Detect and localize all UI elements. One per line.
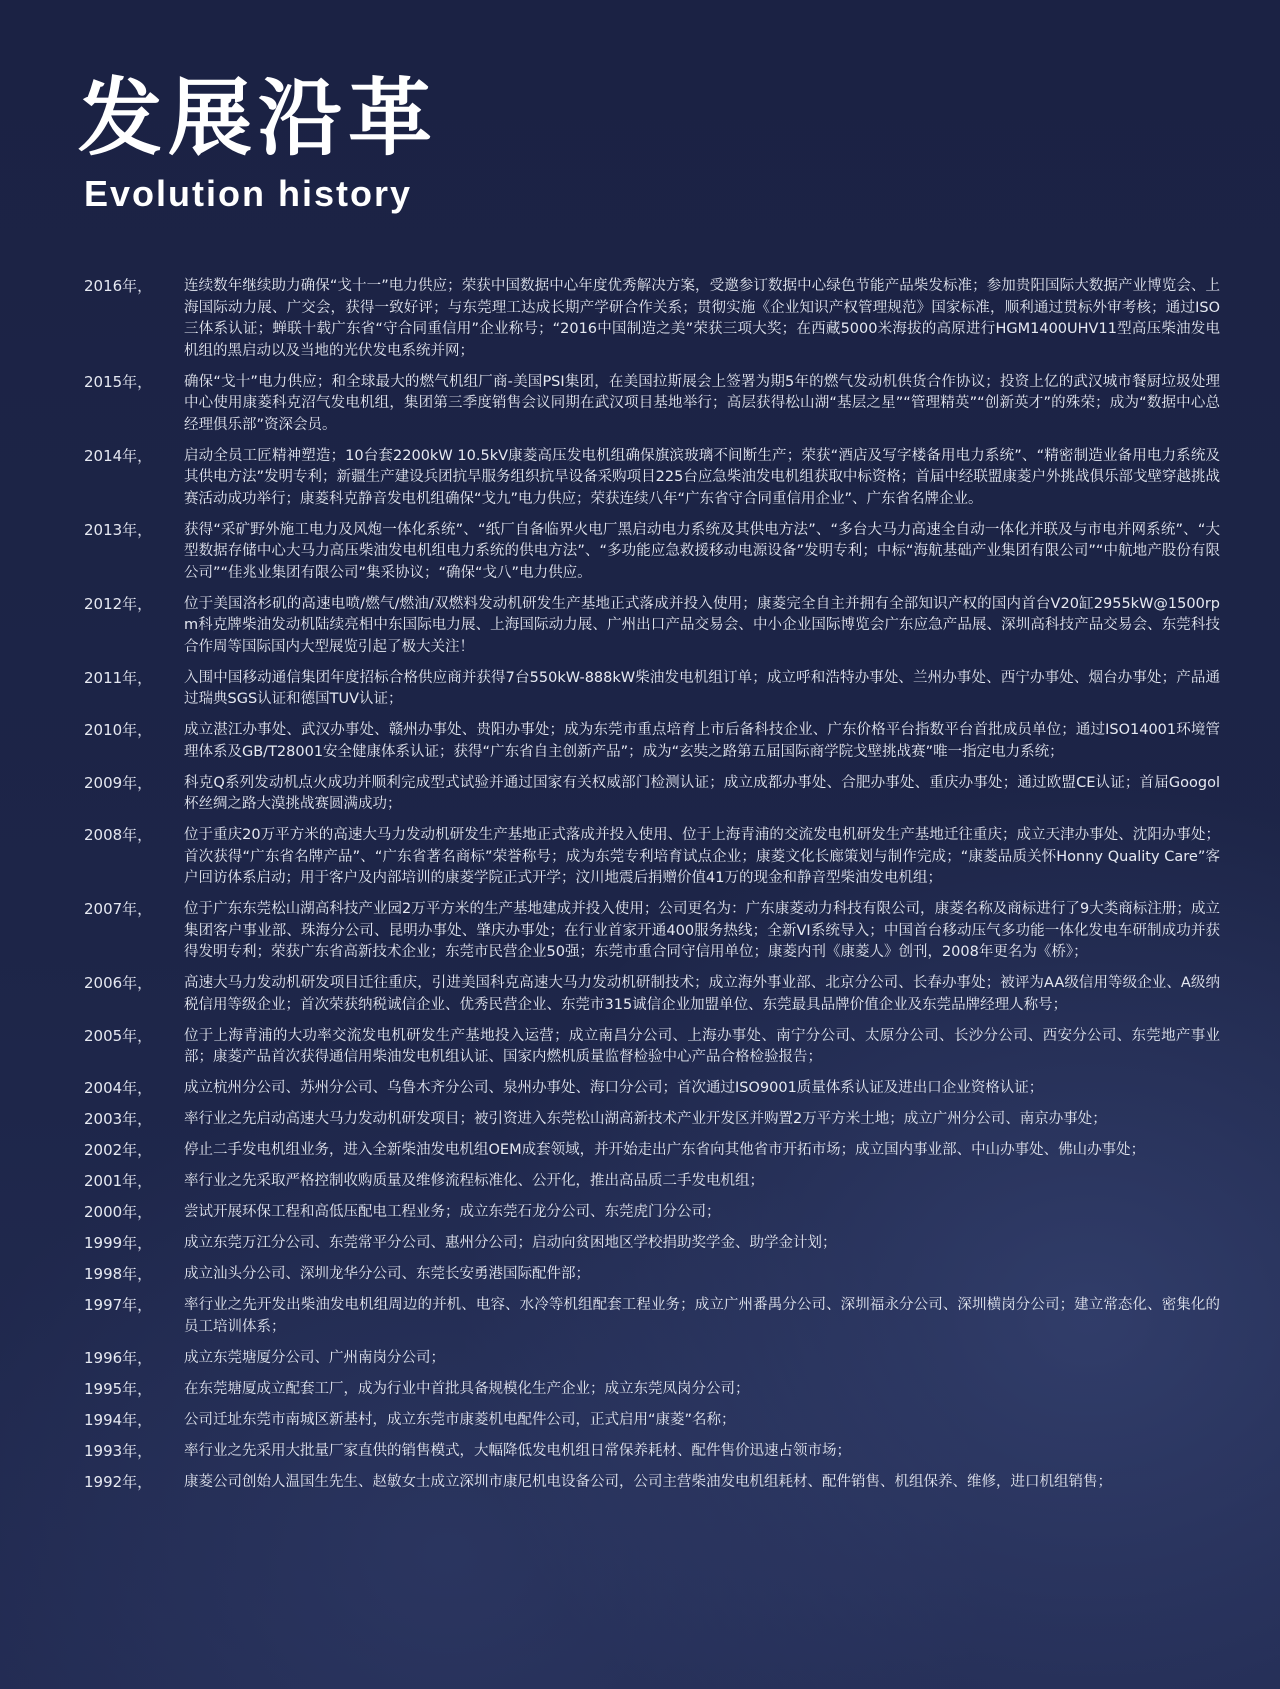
timeline-year: 2016年， [84, 277, 153, 295]
timeline-year: 2007年， [84, 900, 153, 918]
timeline-entry [84, 1379, 1220, 1401]
timeline-year: 2014年， [84, 446, 153, 465]
timeline-description: 成立汕头分公司、深圳龙华分公司、东莞长安勇港国际配件部； [184, 1266, 590, 1282]
timeline-description: 停止二手发电机组业务，进入全新柴油发电机组OEM成套领域，并开始走出广东省向其他省市开拓市场；成立国内事业部、中山办事处、佛山办事处； [184, 1142, 1146, 1158]
timeline-entry [84, 1410, 1220, 1432]
timeline-description: 科克Q系列发动机点火成功并顺利完成型式试验并通过国家有关权威部门检测认证；成立成都办事处、合肥办事处、重庆办事处；通过欧盟CE认证；首届Googol杯丝绸之路大漠挑战赛圆满成功； [184, 774, 1220, 812]
timeline-description: 率行业之先启动高速大马力发动机研发项目；被引资进入东莞松山湖高新技术产业开发区并购置2万平方米土地；成立广州分公司、南京办事处； [184, 1111, 1107, 1127]
timeline-description: 高速大马力发动机研发项目迁往重庆，引进美国科克高速大马力发动机研制技术；成立海外事业部、北京分公司、长春办事处；被评为AA级信用等级企业、A级纳税信用等级企业；首次荣获纳税诚信企业、优秀民营企业、东莞市315诚信企业加盟单位、东莞最具品牌价值企业及东莞品牌经理人称号； [184, 975, 1220, 1013]
timeline-description: 启动全员工匠精神塑造；10台套2200kW 10.5kV康菱高压发电机组确保旗滨玻璃不间断生产；荣获“酒店及写字楼备用电力系统”、“精密制造业备用电力系统及其供电方法”发明专利；新疆生产建设兵团抗旱服务组织抗旱设备采购项目225台应急柴油发电机组获取中标资格；首届中经联盟康菱户外挑战俱乐部戈壁穿越挑战赛活动成功举行；康菱科克静音发电机组确保“戈九”电力供应；荣获连续八年“广东省守合同重信用企业”、广东省名牌企业。 [184, 447, 1220, 507]
timeline-entry [84, 1348, 1220, 1370]
timeline-entry [84, 1026, 1220, 1069]
timeline-entry [84, 1109, 1220, 1131]
timeline-description: 成立东莞塘厦分公司、广州南岗分公司； [184, 1349, 445, 1366]
timeline-year: 2001年， [84, 1172, 153, 1190]
timeline-description: 成立湛江办事处、武汉办事处、赣州办事处、贵阳办事处；成为东莞市重点培育上市后备科技企业、广东价格平台指数平台首批成员单位；通过ISO14001环境管理体系及GB/T28001安全健康体系认证；获得“广东省自主创新产品”；成为“玄奘之路第五届国际商学院戈壁挑战赛”唯一指定电力系统； [184, 722, 1220, 760]
timeline-entry [84, 1441, 1220, 1463]
timeline-entry [84, 372, 1220, 437]
timeline-description: 获得“采矿野外施工电力及风炮一体化系统”、“纸厂自备临界火电厂黑启动电力系统及其供电方法”、“多台大马力高速全自动一体化并联及与市电并网系统”、“大型数据存储中心大马力高压柴油发电机组电力系统的供电方法”、“多功能应急救援移动电源设备”发明专利；中标“海航基础产业集团有限公司”“中航地产股份有限公司”“佳兆业集团有限公司”集采协议；“确保“戈八”电力供应。 [184, 521, 1220, 581]
timeline-description: 康菱公司创始人温国生先生、赵敏女士成立深圳市康尼机电设备公司，公司主营柴油发电机组耗材、配件销售、机组保养、维修，进口机组销售； [184, 1473, 1112, 1490]
timeline-description: 率行业之先开发出柴油发电机组周边的并机、电容、水冷等机组配套工程业务；成立广州番禺分公司、深圳福永分公司、深圳横岗分公司；建立常态化、密集化的员工培训体系； [184, 1297, 1220, 1335]
timeline-entry [84, 1140, 1220, 1162]
timeline-year: 1997年， [84, 1296, 153, 1314]
timeline-description: 在东莞塘厦成立配套工厂，成为行业中首批具备规模化生产企业；成立东莞凤岗分公司； [184, 1380, 750, 1397]
timeline-entry [84, 276, 1220, 362]
timeline-description: 成立杭州分公司、苏州分公司、乌鲁木齐分公司、泉州办事处、海口分公司；首次通过ISO9001质量体系认证及进出口企业资格认证； [184, 1080, 1044, 1096]
timeline-entry [84, 520, 1220, 585]
timeline-description: 确保“戈十”电力供应；和全球最大的燃气机组厂商-美国PSI集团，在美国拉斯展会上签署为期5年的燃气发动机供货合作协议；投资上亿的武汉城市餐厨垃圾处理中心使用康菱科克沼气发电机组，集团第三季度销售会议同期在武汉项目基地举行；高层获得松山湖“基层之星”“管理精英”“创新英才”的殊荣；成为“数据中心总经理俱乐部”资深会员。 [184, 373, 1220, 433]
timeline-entry [84, 825, 1220, 890]
timeline-description: 入围中国移动通信集团年度招标合格供应商并获得7台550kW-888kW柴油发电机组订单；成立呼和浩特办事处、兰州办事处、西宁办事处、烟台办事处；产品通过瑞典SGS认证和德国TUV认证； [184, 669, 1220, 707]
timeline-year: 2005年， [84, 1026, 153, 1045]
timeline-description: 成立东莞万江分公司、东莞常平分公司、惠州分公司；启动向贫困地区学校捐助奖学金、助学金计划； [184, 1235, 837, 1251]
timeline-year: 2002年， [84, 1141, 153, 1159]
timeline-description: 公司迁址东莞市南城区新基村，成立东莞市康菱机电配件公司，正式启用“康菱”名称； [184, 1411, 736, 1428]
timeline-entry [84, 1078, 1220, 1100]
timeline-year: 2000年， [84, 1203, 153, 1221]
timeline-entry [84, 899, 1220, 964]
timeline-year: 2015年， [84, 372, 153, 391]
timeline-year: 1993年， [84, 1441, 153, 1460]
timeline-entry [84, 1264, 1220, 1286]
page-subtitle: Evolution history [84, 173, 413, 214]
timeline-entry [84, 1171, 1220, 1193]
timeline-year: 1992年， [84, 1472, 153, 1491]
timeline-year: 2011年， [84, 668, 153, 687]
timeline-entry [84, 773, 1220, 816]
timeline-description: 位于广东东莞松山湖高科技产业园2万平方米的生产基地建成并投入使用；公司更名为：广东康菱动力科技有限公司，康菱名称及商标进行了9大类商标注册；成立集团客户事业部、珠海分公司、昆明办事处、肇庆办事处；在行业首家开通400服务热线；全新VI系统导入；中国首台移动压气多功能一体化发电车研制成功并获得发明专利；荣获广东省高新技术企业；东莞市民营企业50强；东莞市重合同守信用单位；康菱内刊《康菱人》创刊，2008年更名为《桥》； [184, 901, 1220, 960]
timeline-year: 2013年， [84, 520, 153, 539]
timeline-description: 位于重庆20万平方米的高速大马力发动机研发生产基地正式落成并投入使用、位于上海青浦的交流发电机研发生产基地迁往重庆；成立天津办事处、沈阳办事处；首次获得“广东省名牌产品”、“广东省著名商标”荣誉称号；成为东莞专利培育试点企业；康菱文化长廊策划与制作完成；“康菱品质关怀Honny Quality Care”客户回访体系启动；用于客户及内部培训的康菱学院正式开学；汶川地震后捐赠价值41万的现金和静音型柴油发电机组； [184, 827, 1220, 886]
page-title: 发展沿革 [78, 69, 439, 167]
timeline-year: 2009年， [84, 773, 153, 792]
timeline-year: 2010年， [84, 721, 153, 739]
timeline-year: 1998年， [84, 1265, 153, 1283]
timeline-description: 位于上海青浦的大功率交流发电机研发生产基地投入运营；成立南昌分公司、上海办事处、南宁分公司、太原分公司、长沙分公司、西安分公司、东莞地产事业部；康菱产品首次获得通信用柴油发电机组认证、国家内燃机质量监督检验中心产品合格检验报告； [184, 1027, 1220, 1065]
timeline-year: 1994年， [84, 1410, 153, 1429]
timeline-description: 率行业之先采用大批量厂家直供的销售模式，大幅降低发电机组日常保养耗材、配件售价迅速占领市场； [184, 1442, 851, 1459]
timeline-entry [84, 594, 1220, 659]
timeline-year: 2006年， [84, 974, 153, 992]
timeline-description: 位于美国洛杉矶的高速电喷/燃气/燃油/双燃料发动机研发生产基地正式落成并投入使用；康菱完全自主并拥有全部知识产权的国内首台V20缸2955kW@1500rpm科克牌柴油发动机陆续亮相中东国际电力展、上海国际动力展、广州出口产品交易会、中小企业国际博览会广东应急产品展、深圳高科技产品交易会、东莞科技合作周等国际国内大型展览引起了极大关注！ [184, 595, 1220, 655]
timeline-year: 1999年， [84, 1234, 153, 1252]
timeline-list [84, 276, 1220, 1503]
timeline-entry [84, 446, 1220, 511]
timeline-description: 尝试开展环保工程和高低压配电工程业务；成立东莞石龙分公司、东莞虎门分公司； [184, 1204, 721, 1220]
timeline-year: 1996年， [84, 1348, 153, 1367]
timeline-entry [84, 1202, 1220, 1224]
timeline-year: 2004年， [84, 1079, 153, 1097]
timeline-year: 1995年， [84, 1379, 153, 1398]
timeline-entry [84, 720, 1220, 763]
timeline-year: 2012年， [84, 594, 153, 613]
timeline-entry [84, 668, 1220, 711]
timeline-year: 2008年， [84, 826, 153, 844]
timeline-entry [84, 1295, 1220, 1338]
timeline-entry [84, 1233, 1220, 1255]
timeline-year: 2003年， [84, 1110, 153, 1128]
timeline-entry [84, 1472, 1220, 1494]
timeline-description: 率行业之先采取严格控制收购质量及维修流程标准化、公开化，推出高品质二手发电机组； [184, 1173, 764, 1189]
timeline-entry [84, 973, 1220, 1016]
timeline-description: 连续数年继续助力确保“戈十一”电力供应；荣获中国数据中心年度优秀解决方案，受邀参订数据中心绿色节能产品柴发标准；参加贵阳国际大数据产业博览会、上海国际动力展、广交会，获得一致好评；与东莞理工达成长期产学研合作关系；贯彻实施《企业知识产权管理规范》国家标准，顺利通过贯标外审考核；通过ISO三体系认证；蝉联十载广东省“守合同重信用”企业称号；“2016中国制造之美”荣获三项大奖；在西藏5000米海拔的高原进行HGM1400UHV11型高压柴油发电机组的黑启动以及当地的光伏发电系统并网； [184, 278, 1220, 359]
